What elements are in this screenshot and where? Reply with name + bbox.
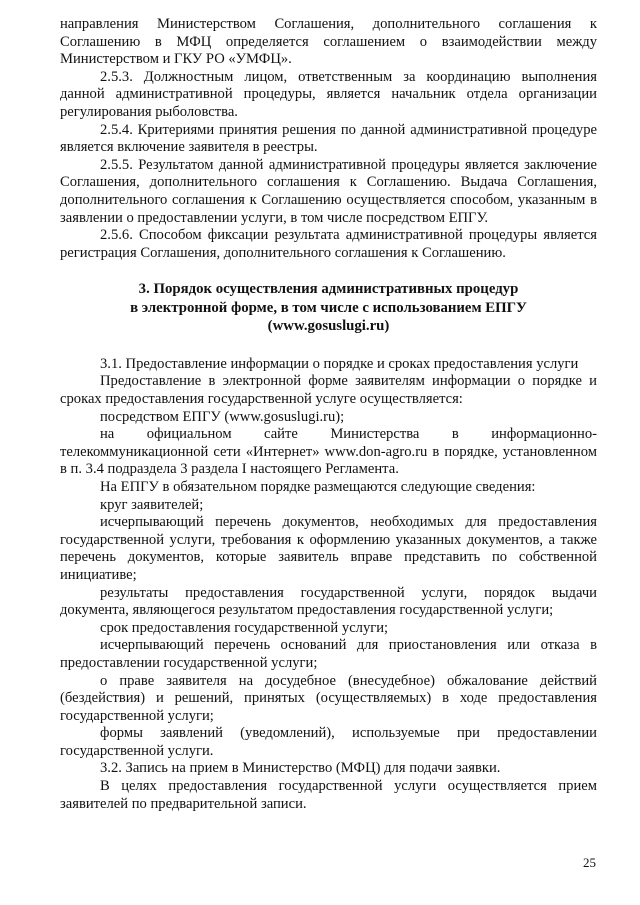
list-item-forms: формы заявлений (уведомлений), используемые при предоставлении государственной услуги. <box>60 725 597 759</box>
section-heading-line-3: (www.gosuslugi.ru) <box>267 318 390 335</box>
document-body <box>60 16 597 813</box>
paragraph-epgu: посредством ЕПГУ (www.gosuslugi.ru); <box>100 408 345 425</box>
paragraph-2-5-6: 2.5.6. Способом фиксации результата административной процедуры является регистрация Соглашения, дополнительного соглашения к Соглашению. <box>60 227 597 261</box>
list-item-applicants: круг заявителей; <box>100 496 204 513</box>
paragraph-3-2-title: 3.2. Запись на прием в Министерство (МФЦ) для подачи заявки. <box>100 760 501 777</box>
paragraph-mandatory-info: На ЕПГУ в обязательном порядке размещаются следующие сведения: <box>100 478 536 495</box>
list-item-grounds: исчерпывающий перечень оснований для приостановления или отказа в предоставлении государственной услуги; <box>60 637 597 671</box>
paragraph-2-5-4: 2.5.4. Критериями принятия решения по данной административной процедуре является включение заявителя в реестры. <box>60 121 597 156</box>
list-item-appeal: о праве заявителя на досудебное (внесудебное) обжалование действий (бездействия) и решений, принятых (осуществляемых) в ходе предоставления государственной услуги; <box>60 672 597 724</box>
section-heading <box>60 280 597 336</box>
paragraph-ministry-site: на официальном сайте Министерства в информационно-телекоммуникационной сети «Интернет» www.don-agro.ru в порядке, установленном в п. 3.4 подраздела 3 раздела I настоящего Регламента. <box>60 426 597 478</box>
paragraph-appointment: В целях предоставления государственной услуги осуществляется прием заявителей по предварительной записи. <box>60 778 597 812</box>
section-heading-line-2: в электронной форме, в том числе с использованием ЕПГУ <box>130 299 527 316</box>
section-heading-line-1: 3. Порядок осуществления административных процедур <box>138 281 519 298</box>
list-item-documents: исчерпывающий перечень документов, необходимых для предоставления государственной услуги, требования к оформлению указанных документов, а также перечень документов, которые заявитель вправе представить по собственной инициативе; <box>60 514 597 583</box>
list-item-results: результаты предоставления государственной услуги, порядок выдачи документа, являющегося результатом предоставления государственной услуги; <box>60 584 597 619</box>
list-item-term: срок предоставления государственной услуги; <box>100 619 389 636</box>
paragraph-continuation: направления Министерством Соглашения, дополнительного соглашения к Соглашению в МФЦ определяется соглашением о взаимодействии между Министерством и ГКУ РО «УМФЦ». <box>60 16 597 68</box>
paragraph-info-provision: Предоставление в электронной форме заявителям информации о порядке и сроках предоставления государственной услуге осуществляется: <box>60 373 597 407</box>
paragraph-2-5-3: 2.5.3. Должностным лицом, ответственным за координацию выполнения данной административной процедуры, является начальник отдела организации регулирования рыболовства. <box>60 68 597 120</box>
page-number: 25 <box>583 855 596 870</box>
paragraph-2-5-5: 2.5.5. Результатом данной административной процедуры является заключение Соглашения, дополнительного соглашения к Соглашению. Выдача Соглашения, дополнительного соглашения к Соглашению осуществляется способом, указанным в заявлении о предоставлении услуги, в том числе посредством ЕПГУ. <box>60 156 597 226</box>
paragraph-3-1-title: 3.1. Предоставление информации о порядке и сроках предоставления услуги <box>100 355 579 372</box>
